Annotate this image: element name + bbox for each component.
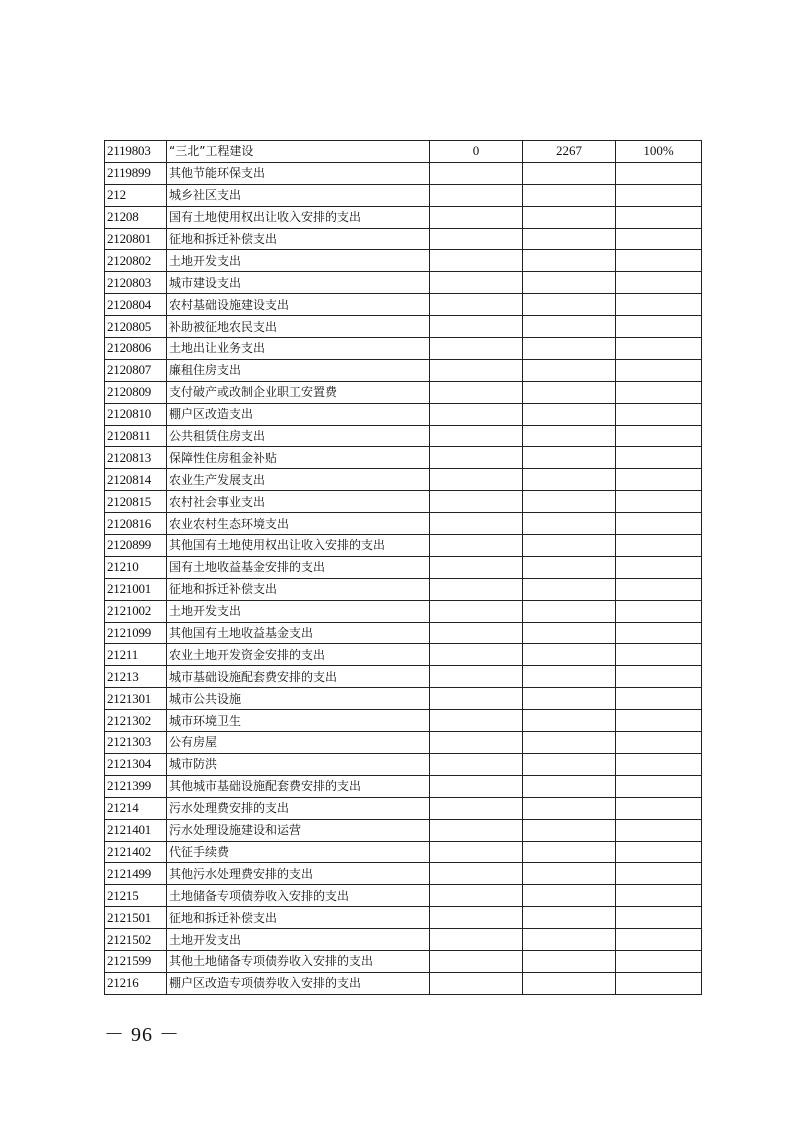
table-row xyxy=(105,359,702,381)
value-cell-3 xyxy=(616,206,702,228)
table-row xyxy=(105,885,702,907)
value-cell-1 xyxy=(430,403,523,425)
value-cell-2: 2267 xyxy=(523,141,616,163)
account-name-cell: 农业生产发展支出 xyxy=(167,469,430,491)
account-name-cell: 公共租赁住房支出 xyxy=(167,425,430,447)
value-cell-1 xyxy=(430,666,523,688)
account-name-cell: 廉租住房支出 xyxy=(167,359,430,381)
account-code-cell: 2120805 xyxy=(105,316,167,338)
account-code-cell: 2121099 xyxy=(105,622,167,644)
account-name-cell: 土地开发支出 xyxy=(167,250,430,272)
account-code-cell: 2120810 xyxy=(105,403,167,425)
account-code-cell: 2120806 xyxy=(105,338,167,360)
value-cell-2 xyxy=(523,819,616,841)
table-row xyxy=(105,666,702,688)
page-number: － 96 － xyxy=(104,1024,180,1046)
value-cell-1 xyxy=(430,732,523,754)
value-cell-1 xyxy=(430,381,523,403)
account-name-cell: “三北”工程建设 xyxy=(167,141,430,163)
value-cell-1 xyxy=(430,184,523,206)
value-cell-2 xyxy=(523,491,616,513)
table-row xyxy=(105,644,702,666)
value-cell-1 xyxy=(430,753,523,775)
value-cell-2 xyxy=(523,513,616,535)
table-row xyxy=(105,578,702,600)
table-row xyxy=(105,972,702,994)
value-cell-1 xyxy=(430,513,523,535)
value-cell-3 xyxy=(616,907,702,929)
value-cell-1 xyxy=(430,206,523,228)
account-code-cell: 2120813 xyxy=(105,447,167,469)
account-name-cell: 征地和拆迁补偿支出 xyxy=(167,578,430,600)
table-row xyxy=(105,535,702,557)
account-name-cell: 棚户区改造支出 xyxy=(167,403,430,425)
value-cell-1 xyxy=(430,491,523,513)
account-name-cell: 土地开发支出 xyxy=(167,600,430,622)
account-name-cell: 其他土地储备专项债券收入安排的支出 xyxy=(167,950,430,972)
value-cell-1: 0 xyxy=(430,141,523,163)
account-code-cell: 2121002 xyxy=(105,600,167,622)
value-cell-3 xyxy=(616,403,702,425)
account-name-cell: 国有土地收益基金安排的支出 xyxy=(167,556,430,578)
account-code-cell: 2120807 xyxy=(105,359,167,381)
value-cell-3 xyxy=(616,885,702,907)
table-row xyxy=(105,425,702,447)
value-cell-1 xyxy=(430,929,523,951)
account-code-cell: 21211 xyxy=(105,644,167,666)
value-cell-2 xyxy=(523,885,616,907)
value-cell-2 xyxy=(523,972,616,994)
account-name-cell: 代征手续费 xyxy=(167,841,430,863)
value-cell-3 xyxy=(616,775,702,797)
value-cell-1 xyxy=(430,819,523,841)
account-name-cell: 棚户区改造专项债券收入安排的支出 xyxy=(167,972,430,994)
table-row xyxy=(105,228,702,250)
value-cell-2 xyxy=(523,206,616,228)
account-code-cell: 2121302 xyxy=(105,710,167,732)
value-cell-3 xyxy=(616,710,702,732)
value-cell-1 xyxy=(430,688,523,710)
table-row xyxy=(105,447,702,469)
value-cell-3 xyxy=(616,272,702,294)
value-cell-3 xyxy=(616,622,702,644)
account-code-cell: 2121499 xyxy=(105,863,167,885)
account-name-cell: 污水处理设施建设和运营 xyxy=(167,819,430,841)
account-name-cell: 公有房屋 xyxy=(167,732,430,754)
value-cell-3 xyxy=(616,316,702,338)
account-code-cell: 2120815 xyxy=(105,491,167,513)
value-cell-3 xyxy=(616,556,702,578)
value-cell-2 xyxy=(523,162,616,184)
value-cell-3 xyxy=(616,491,702,513)
account-code-cell: 2121399 xyxy=(105,775,167,797)
value-cell-1 xyxy=(430,950,523,972)
value-cell-2 xyxy=(523,447,616,469)
table-row xyxy=(105,753,702,775)
value-cell-2 xyxy=(523,753,616,775)
value-cell-1 xyxy=(430,250,523,272)
value-cell-2 xyxy=(523,600,616,622)
table-row xyxy=(105,600,702,622)
value-cell-3 xyxy=(616,797,702,819)
value-cell-1 xyxy=(430,359,523,381)
value-cell-1 xyxy=(430,162,523,184)
table-row xyxy=(105,841,702,863)
table-row xyxy=(105,863,702,885)
value-cell-1 xyxy=(430,228,523,250)
value-cell-1 xyxy=(430,972,523,994)
value-cell-2 xyxy=(523,775,616,797)
table-row xyxy=(105,710,702,732)
value-cell-2 xyxy=(523,294,616,316)
value-cell-2 xyxy=(523,907,616,929)
value-cell-1 xyxy=(430,294,523,316)
value-cell-3 xyxy=(616,600,702,622)
account-code-cell: 21216 xyxy=(105,972,167,994)
account-code-cell: 2120816 xyxy=(105,513,167,535)
value-cell-3 xyxy=(616,338,702,360)
account-code-cell: 2120814 xyxy=(105,469,167,491)
value-cell-2 xyxy=(523,841,616,863)
value-cell-1 xyxy=(430,535,523,557)
account-code-cell: 2121304 xyxy=(105,753,167,775)
account-code-cell: 21215 xyxy=(105,885,167,907)
account-code-cell: 2120811 xyxy=(105,425,167,447)
table-row xyxy=(105,316,702,338)
table-row xyxy=(105,381,702,403)
table-row xyxy=(105,513,702,535)
value-cell-3 xyxy=(616,447,702,469)
account-name-cell: 其他节能环保支出 xyxy=(167,162,430,184)
table-row xyxy=(105,819,702,841)
account-name-cell: 城市环境卫生 xyxy=(167,710,430,732)
account-name-cell: 农业土地开发资金安排的支出 xyxy=(167,644,430,666)
value-cell-2 xyxy=(523,710,616,732)
value-cell-2 xyxy=(523,622,616,644)
account-name-cell: 农业农村生态环境支出 xyxy=(167,513,430,535)
value-cell-2 xyxy=(523,535,616,557)
value-cell-1 xyxy=(430,907,523,929)
account-code-cell: 2121303 xyxy=(105,732,167,754)
account-code-cell: 2121502 xyxy=(105,929,167,951)
value-cell-2 xyxy=(523,338,616,360)
value-cell-3: 100% xyxy=(616,141,702,163)
account-code-cell: 2120803 xyxy=(105,272,167,294)
value-cell-3 xyxy=(616,578,702,600)
value-cell-3 xyxy=(616,250,702,272)
account-name-cell: 其他国有土地使用权出让收入安排的支出 xyxy=(167,535,430,557)
table-row xyxy=(105,491,702,513)
account-code-cell: 2120801 xyxy=(105,228,167,250)
value-cell-1 xyxy=(430,338,523,360)
value-cell-1 xyxy=(430,644,523,666)
account-code-cell: 2120802 xyxy=(105,250,167,272)
value-cell-3 xyxy=(616,688,702,710)
value-cell-1 xyxy=(430,469,523,491)
value-cell-3 xyxy=(616,359,702,381)
table-row xyxy=(105,950,702,972)
account-code-cell: 2120804 xyxy=(105,294,167,316)
account-code-cell: 2119803 xyxy=(105,141,167,163)
value-cell-3 xyxy=(616,929,702,951)
value-cell-2 xyxy=(523,359,616,381)
account-name-cell: 污水处理费安排的支出 xyxy=(167,797,430,819)
value-cell-3 xyxy=(616,666,702,688)
account-name-cell: 支付破产或改制企业职工安置费 xyxy=(167,381,430,403)
account-name-cell: 其他国有土地收益基金支出 xyxy=(167,622,430,644)
value-cell-2 xyxy=(523,403,616,425)
value-cell-2 xyxy=(523,578,616,600)
value-cell-3 xyxy=(616,425,702,447)
table-row xyxy=(105,272,702,294)
table-row xyxy=(105,206,702,228)
value-cell-3 xyxy=(616,732,702,754)
value-cell-2 xyxy=(523,863,616,885)
value-cell-3 xyxy=(616,162,702,184)
table-row xyxy=(105,797,702,819)
account-code-cell: 2121402 xyxy=(105,841,167,863)
value-cell-3 xyxy=(616,950,702,972)
account-name-cell: 国有土地使用权出让收入安排的支出 xyxy=(167,206,430,228)
value-cell-3 xyxy=(616,644,702,666)
account-code-cell: 2119899 xyxy=(105,162,167,184)
table-row xyxy=(105,929,702,951)
table-row xyxy=(105,250,702,272)
value-cell-1 xyxy=(430,863,523,885)
table-row xyxy=(105,556,702,578)
value-cell-1 xyxy=(430,272,523,294)
table-row xyxy=(105,294,702,316)
account-code-cell: 212 xyxy=(105,184,167,206)
table-body xyxy=(105,141,702,995)
value-cell-2 xyxy=(523,381,616,403)
table-row xyxy=(105,403,702,425)
account-name-cell: 城乡社区支出 xyxy=(167,184,430,206)
value-cell-2 xyxy=(523,228,616,250)
value-cell-1 xyxy=(430,425,523,447)
budget-expenditure-table xyxy=(104,140,702,995)
table-row xyxy=(105,732,702,754)
account-name-cell: 土地储备专项债券收入安排的支出 xyxy=(167,885,430,907)
value-cell-3 xyxy=(616,294,702,316)
account-name-cell: 农村基础设施建设支出 xyxy=(167,294,430,316)
value-cell-3 xyxy=(616,469,702,491)
value-cell-1 xyxy=(430,556,523,578)
value-cell-3 xyxy=(616,863,702,885)
account-code-cell: 2121001 xyxy=(105,578,167,600)
value-cell-2 xyxy=(523,688,616,710)
account-name-cell: 农村社会事业支出 xyxy=(167,491,430,513)
value-cell-1 xyxy=(430,841,523,863)
value-cell-2 xyxy=(523,929,616,951)
value-cell-3 xyxy=(616,184,702,206)
value-cell-1 xyxy=(430,775,523,797)
value-cell-2 xyxy=(523,425,616,447)
account-code-cell: 2120899 xyxy=(105,535,167,557)
account-code-cell: 2121599 xyxy=(105,950,167,972)
value-cell-1 xyxy=(430,710,523,732)
table-row xyxy=(105,141,702,163)
table-row xyxy=(105,184,702,206)
value-cell-2 xyxy=(523,272,616,294)
value-cell-1 xyxy=(430,797,523,819)
table-row xyxy=(105,469,702,491)
value-cell-2 xyxy=(523,556,616,578)
value-cell-3 xyxy=(616,535,702,557)
account-code-cell: 21214 xyxy=(105,797,167,819)
value-cell-1 xyxy=(430,447,523,469)
value-cell-3 xyxy=(616,228,702,250)
account-name-cell: 城市防洪 xyxy=(167,753,430,775)
value-cell-2 xyxy=(523,797,616,819)
value-cell-2 xyxy=(523,732,616,754)
value-cell-2 xyxy=(523,184,616,206)
table-row xyxy=(105,907,702,929)
value-cell-1 xyxy=(430,622,523,644)
value-cell-3 xyxy=(616,972,702,994)
value-cell-1 xyxy=(430,600,523,622)
value-cell-1 xyxy=(430,885,523,907)
account-name-cell: 城市建设支出 xyxy=(167,272,430,294)
value-cell-3 xyxy=(616,513,702,535)
account-name-cell: 城市基础设施配套费安排的支出 xyxy=(167,666,430,688)
value-cell-3 xyxy=(616,381,702,403)
account-code-cell: 21213 xyxy=(105,666,167,688)
account-code-cell: 2121401 xyxy=(105,819,167,841)
value-cell-2 xyxy=(523,644,616,666)
account-name-cell: 征地和拆迁补偿支出 xyxy=(167,907,430,929)
value-cell-3 xyxy=(616,753,702,775)
value-cell-3 xyxy=(616,841,702,863)
account-name-cell: 土地开发支出 xyxy=(167,929,430,951)
value-cell-2 xyxy=(523,469,616,491)
value-cell-1 xyxy=(430,316,523,338)
value-cell-3 xyxy=(616,819,702,841)
table-row xyxy=(105,622,702,644)
account-name-cell: 征地和拆迁补偿支出 xyxy=(167,228,430,250)
account-name-cell: 土地出让业务支出 xyxy=(167,338,430,360)
account-code-cell: 2120809 xyxy=(105,381,167,403)
account-name-cell: 城市公共设施 xyxy=(167,688,430,710)
account-name-cell: 补助被征地农民支出 xyxy=(167,316,430,338)
table-row xyxy=(105,688,702,710)
value-cell-2 xyxy=(523,316,616,338)
value-cell-2 xyxy=(523,666,616,688)
account-code-cell: 21210 xyxy=(105,556,167,578)
account-name-cell: 其他污水处理费安排的支出 xyxy=(167,863,430,885)
value-cell-2 xyxy=(523,250,616,272)
account-name-cell: 其他城市基础设施配套费安排的支出 xyxy=(167,775,430,797)
table-row xyxy=(105,162,702,184)
account-code-cell: 2121301 xyxy=(105,688,167,710)
table-row xyxy=(105,338,702,360)
account-name-cell: 保障性住房租金补贴 xyxy=(167,447,430,469)
value-cell-2 xyxy=(523,950,616,972)
table-row xyxy=(105,775,702,797)
account-code-cell: 2121501 xyxy=(105,907,167,929)
value-cell-1 xyxy=(430,578,523,600)
account-code-cell: 21208 xyxy=(105,206,167,228)
